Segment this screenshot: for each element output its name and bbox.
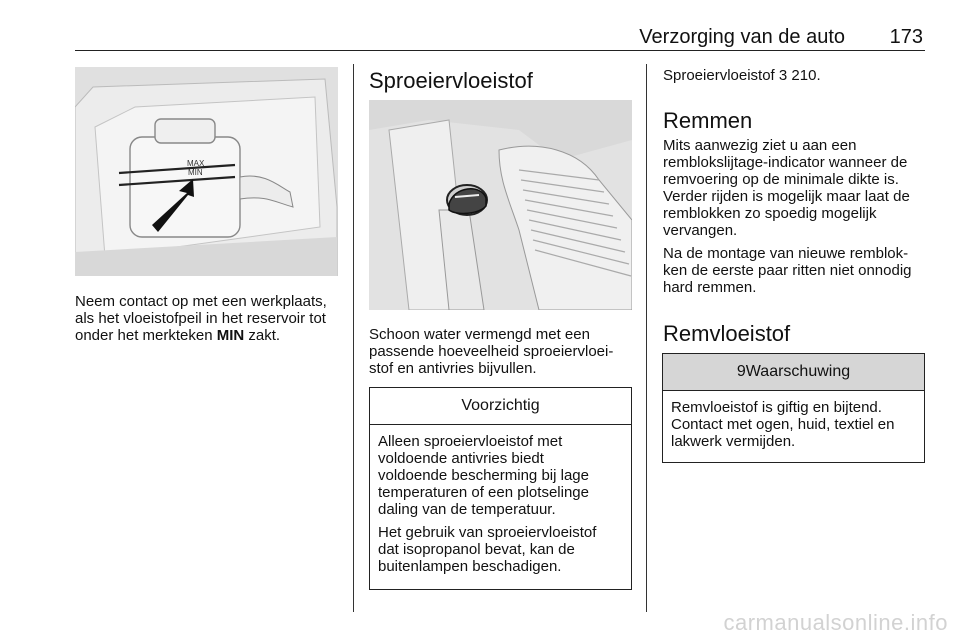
washer-cap-illustration [369,100,632,310]
brakes-p1-line-3: remvoering op de minimale dikte is. [663,171,899,188]
washer-cap-drawing [369,100,632,310]
col2-line-3: stof en antivries bijvullen. [369,360,537,377]
watermark: carmanualsonline.info [723,610,948,635]
ref-text: Sproeiervloeistof [663,67,775,84]
warning-line-3: lakwerk vermijden. [671,433,796,450]
caution-p2-line-1: Het gebruik van sproeiervloeistof [378,524,597,541]
caution-body [370,425,631,583]
caution-p1-line-5: daling van de temperatuur. [378,501,556,518]
col2-line-2: passende hoeveelheid sproeiervloei- [369,343,614,360]
label-min: MIN [188,168,203,177]
warning-title: Waarschuwing [745,363,851,380]
warning-line-1: Remvloeistof is giftig en bijtend. [671,399,882,416]
col1-line-3-post: zakt. [244,327,281,344]
ref-arrow-icon: 3 [778,67,788,84]
min-mark: MIN [216,327,245,344]
warning-box [662,353,925,463]
warning-triangle-icon: 9 [736,363,746,380]
brakes-text [663,137,933,296]
caution-p1-line-1: Alleen sproeiervloeistof met [378,433,563,450]
heading-brakes: Remmen [663,108,753,133]
caution-title: Voorzichtig [370,388,631,425]
column-divider-left [353,64,354,612]
reservoir-illustration [75,67,338,276]
page-header [75,24,925,51]
col1-text [75,293,347,344]
header-title: Verzorging van de auto [639,26,845,48]
caution-p1-line-4: temperaturen of een plotselinge [378,484,589,501]
caution-para-1 [378,433,623,518]
heading-brake-fluid: Remvloeistof [663,321,791,346]
brakes-p1-line-5: remblokken zo spoedig mogelijk [663,205,877,222]
heading-washer-fluid: Sproeiervloeistof [369,68,533,93]
col1-line-1: Neem contact op met een werkplaats, [75,293,327,310]
warning-header [663,354,924,391]
col1-line-2: als het vloeistofpeil in het reservoir tot [75,310,326,327]
brakes-p2-line-1: Na de montage van nieuwe remblok- [663,245,909,262]
page-number: 173 [889,26,923,48]
brakes-p2-line-3: hard remmen. [663,279,757,296]
caution-p1-line-3: voldoende bescherming bij lage [378,467,589,484]
col1-line-3 [75,327,347,344]
warning-body [663,391,924,458]
col1-line-3-pre: onder het merkteken [75,327,217,344]
reservoir-drawing [75,67,338,276]
caution-p2-line-2: dat isopropanol bevat, kan de [378,541,575,558]
caution-box [369,387,632,590]
caution-p1-line-2: voldoende antivries biedt [378,450,544,467]
col2-line-1: Schoon water vermengd met een [369,326,590,343]
ref-page: 210. [791,67,821,84]
brakes-para-1 [663,137,933,239]
col2-text [369,326,639,377]
brakes-p1-line-6: vervangen. [663,222,738,239]
warning-text [671,399,916,450]
caution-para-2 [378,524,623,575]
brakes-p2-line-2: ken de eerste paar ritten niet onnodig [663,262,912,279]
brakes-p1-line-1: Mits aanwezig ziet u aan een [663,137,857,154]
brakes-para-2 [663,245,933,296]
brakes-p1-line-4: Verder rijden is mogelijk maar laat de [663,188,910,205]
caution-p2-line-3: buitenlampen beschadigen. [378,558,562,575]
warning-line-2: Contact met ogen, huid, textiel en [671,416,895,433]
label-max: MAX [187,159,205,168]
washer-fluid-reference [663,67,821,84]
column-divider-right [646,64,647,612]
brakes-p1-line-2: remblokslijtage-indicator wanneer de [663,154,908,171]
